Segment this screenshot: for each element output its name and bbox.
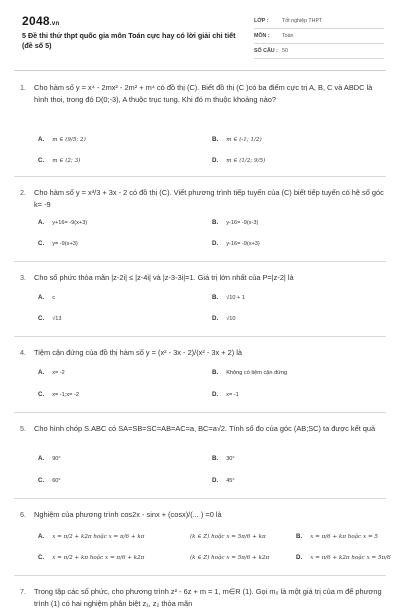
meta-key: LỚP : xyxy=(254,18,269,24)
meta-value: Tốt nghiệp THPT xyxy=(282,18,323,24)
answer-option-c[interactable]: C. √13 xyxy=(38,315,62,322)
question-1 xyxy=(14,70,386,177)
answer-option-a-cont: (k ∈ Z) hoặc x = 5π/6 + kπ xyxy=(190,534,266,540)
answer-option-d[interactable]: D. 45° xyxy=(212,477,235,484)
site-logo[interactable]: 2048.vn xyxy=(22,14,60,28)
answer-option-a[interactable]: A. m ∈ (9/5; 2) xyxy=(38,136,86,143)
answer-option-c[interactable]: C. y= -9(x+3) xyxy=(38,240,78,247)
answer-option-c-cont: (k ∈ Z) hoặc x = 5π/6 + k2π xyxy=(190,555,270,561)
question-text: Cho hàm số y = x⁴ - 2mx² - 2m² + m⁴ có đồ thị (C). Biết đồ thị (C )có ba điểm cực trị A, B, C và ABDC là hình thoi, trong đó D(0;-3), A thuộc trục tung. Khi đó m thuộc khoảng nào? xyxy=(34,83,373,104)
question-text: Cho hàm số y = x³/3 + 3x - 2 có đồ thị (C). Viết phương trình tiếp tuyến của (C) biết tiếp tuyến có hệ số góc k= -9 xyxy=(34,188,384,209)
answer-option-b[interactable]: B. Không có tiệm cận đứng xyxy=(212,369,288,376)
question-5 xyxy=(14,413,386,499)
question-text: Cho hình chóp S.ABC có SA=SB=SC=AB=AC=a, BC=a√2. Tính số đo của góc (AB;SC) ta được kết quả xyxy=(34,424,376,433)
question-4 xyxy=(14,337,386,413)
answer-option-d[interactable]: D. x= -1 xyxy=(212,391,239,398)
question-3 xyxy=(14,262,386,337)
answer-option-d[interactable]: D. y-16= -9(x+3) xyxy=(212,240,260,247)
question-7 xyxy=(14,576,386,616)
question-text: Trong tập các số phức, cho phương trình z² - 6z + m = 1, m∈R (1). Gọi m₀ là một giá trị của m để phương trình (1) có hai nghiệm phân biệt z₁, z₂ thỏa mãn xyxy=(34,587,382,608)
page-title: 5 Đề thi thử thpt quốc gia môn Toán cực hay có lời giải chi tiết (đề số 5) xyxy=(22,31,236,50)
answer-option-c[interactable]: C. m ∈ (2; 3) xyxy=(38,157,81,164)
meta-row-question-count xyxy=(254,44,384,59)
meta-row-subject xyxy=(254,29,384,44)
answer-option-d[interactable]: D. √10 xyxy=(212,315,236,322)
question-number: 4. xyxy=(20,348,26,357)
question-text: Cho số phức thỏa mãn |z-2i| ≤ |z-4i| và |z-3-3i|=1. Giá trị lớn nhất của P=|z-2| là xyxy=(34,273,294,282)
answer-option-c[interactable]: C. x= -1;x= -2 xyxy=(38,391,79,398)
answer-option-b[interactable]: B. m ∈ (-1; 1/2) xyxy=(212,136,262,143)
exam-meta-table xyxy=(254,14,384,59)
answer-option-a[interactable]: A. c xyxy=(38,294,55,301)
meta-key: MÔN : xyxy=(254,33,270,39)
answer-option-b[interactable]: B. x = π/6 + kπ hoặc x = 5 xyxy=(296,533,378,540)
meta-key: SỐ CÂU : xyxy=(254,48,278,54)
answer-option-a[interactable]: A. 90° xyxy=(38,455,61,462)
question-number: 3. xyxy=(20,273,26,282)
answer-option-b[interactable]: B. 30° xyxy=(212,455,235,462)
question-number: 2. xyxy=(20,188,26,197)
answer-option-c[interactable]: C. x = π/2 + kπ hoặc x = π/6 + k2π xyxy=(38,554,145,561)
answer-option-d[interactable]: D. m ∈ (1/2; 9/5) xyxy=(212,157,266,164)
question-list xyxy=(0,70,400,616)
question-number: 1. xyxy=(20,83,26,92)
answer-option-a[interactable]: A. x = π/2 + k2π hoặc x = π/6 + kπ xyxy=(38,533,145,540)
meta-value: Toán xyxy=(282,33,294,39)
document-header xyxy=(0,0,400,62)
answer-option-b[interactable]: B. y-16= -9(x-3) xyxy=(212,219,259,226)
meta-row-class xyxy=(254,14,384,29)
meta-value: 50 xyxy=(282,48,288,54)
answer-option-a[interactable]: A. x= -2 xyxy=(38,369,65,376)
question-number: 7. xyxy=(20,587,26,596)
question-6 xyxy=(14,499,391,576)
answer-option-d[interactable]: D. x = π/6 + k2π hoặc x = 5π/6 xyxy=(296,554,391,561)
question-2 xyxy=(14,177,386,262)
question-text: Nghiệm của phương trình cos2x - sinx + (cosx)/(... ) =0 là xyxy=(34,510,222,519)
answer-option-c[interactable]: C. 60° xyxy=(38,477,61,484)
question-text: Tiệm cận đứng của đồ thị hàm số y = (x² - 3x - 2)/(x² - 3x + 2) là xyxy=(34,348,242,357)
question-number: 6. xyxy=(20,510,26,519)
answer-option-a[interactable]: A. y+16= -9(x+3) xyxy=(38,219,88,226)
question-number: 5. xyxy=(20,424,26,433)
answer-option-b[interactable]: B. √10 + 1 xyxy=(212,294,245,301)
